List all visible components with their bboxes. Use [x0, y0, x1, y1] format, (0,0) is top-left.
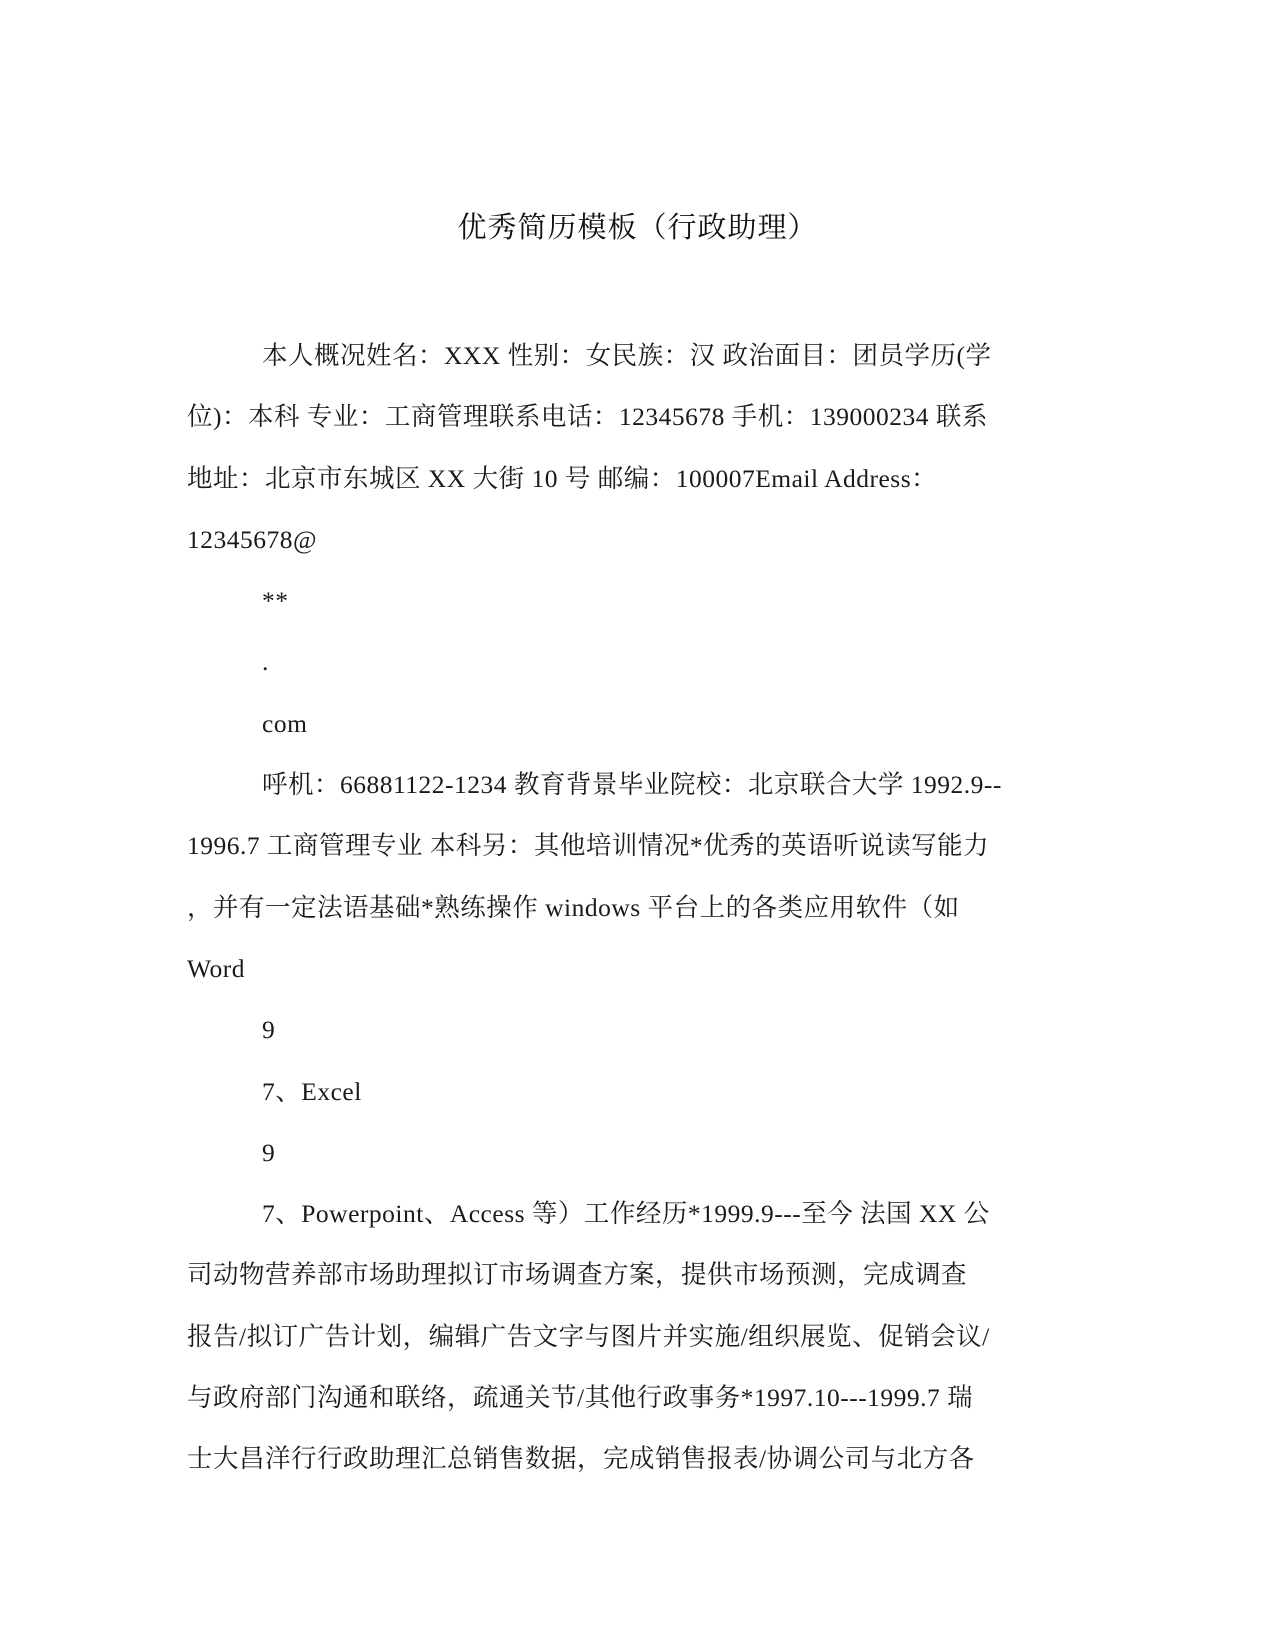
- line-text: 地址：北京市东城区 XX 大街 10 号 邮编：100007Email Address：: [187, 463, 938, 493]
- document-body: [187, 325, 1087, 1490]
- body-line: [187, 693, 1087, 754]
- line-text: 7、Powerpoint、Access 等）工作经历*1999.9---至今 法国 XX 公: [262, 1199, 990, 1229]
- line-text: com: [262, 708, 308, 738]
- line-text: 司动物营养部市场助理拟订市场调查方案，提供市场预测，完成调查: [187, 1260, 968, 1290]
- line-text: 9: [262, 1015, 276, 1045]
- line-text: 本人概况姓名：XXX 性别：女民族：汉 政治面目：团员学历(学: [262, 341, 992, 370]
- body-line: [187, 1183, 1087, 1244]
- line-text: 7、Excel: [262, 1076, 362, 1106]
- line-text: .: [262, 647, 269, 677]
- line-text: 士大昌洋行行政助理汇总销售数据，完成销售报表/协调公司与北方各: [187, 1444, 975, 1474]
- line-text: **: [262, 586, 289, 616]
- line-text: 9: [262, 1137, 276, 1167]
- body-line: [187, 631, 1087, 692]
- body-line: [187, 1244, 1087, 1305]
- body-line: [187, 509, 1087, 570]
- body-line: [187, 877, 1087, 938]
- body-line: [187, 815, 1087, 876]
- body-line: [187, 938, 1087, 999]
- body-line: [187, 1122, 1087, 1183]
- line-text: 报告/拟订广告计划，编辑广告文字与图片并实施/组织展览、促销会议/: [187, 1321, 990, 1351]
- line-text: ，并有一定法语基础*熟练操作 windows 平台上的各类应用软件（如: [187, 892, 960, 922]
- body-line: [187, 325, 1087, 386]
- body-line: [187, 1428, 1087, 1489]
- line-text: 与政府部门沟通和联络，疏通关节/其他行政事务*1997.10---1999.7 瑞: [187, 1383, 974, 1413]
- body-line: [187, 448, 1087, 509]
- body-line: [187, 999, 1087, 1060]
- body-line: [187, 386, 1087, 447]
- body-line: [187, 570, 1087, 631]
- line-text: 1996.7 工商管理专业 本科另：其他培训情况*优秀的英语听说读写能力: [187, 831, 990, 861]
- document-title: 优秀简历模板（行政助理）: [457, 210, 818, 244]
- line-text: 位)：本科 专业：工商管理联系电话：12345678 手机：139000234 联系: [187, 402, 988, 432]
- body-line: [187, 754, 1087, 815]
- body-line: [187, 1061, 1087, 1122]
- body-line: [187, 1306, 1087, 1367]
- body-line: [187, 1367, 1087, 1428]
- line-text: 12345678@: [187, 524, 317, 554]
- line-text: Word: [187, 953, 246, 983]
- line-text: 呼机：66881122-1234 教育背景毕业院校：北京联合大学 1992.9--: [262, 770, 1002, 800]
